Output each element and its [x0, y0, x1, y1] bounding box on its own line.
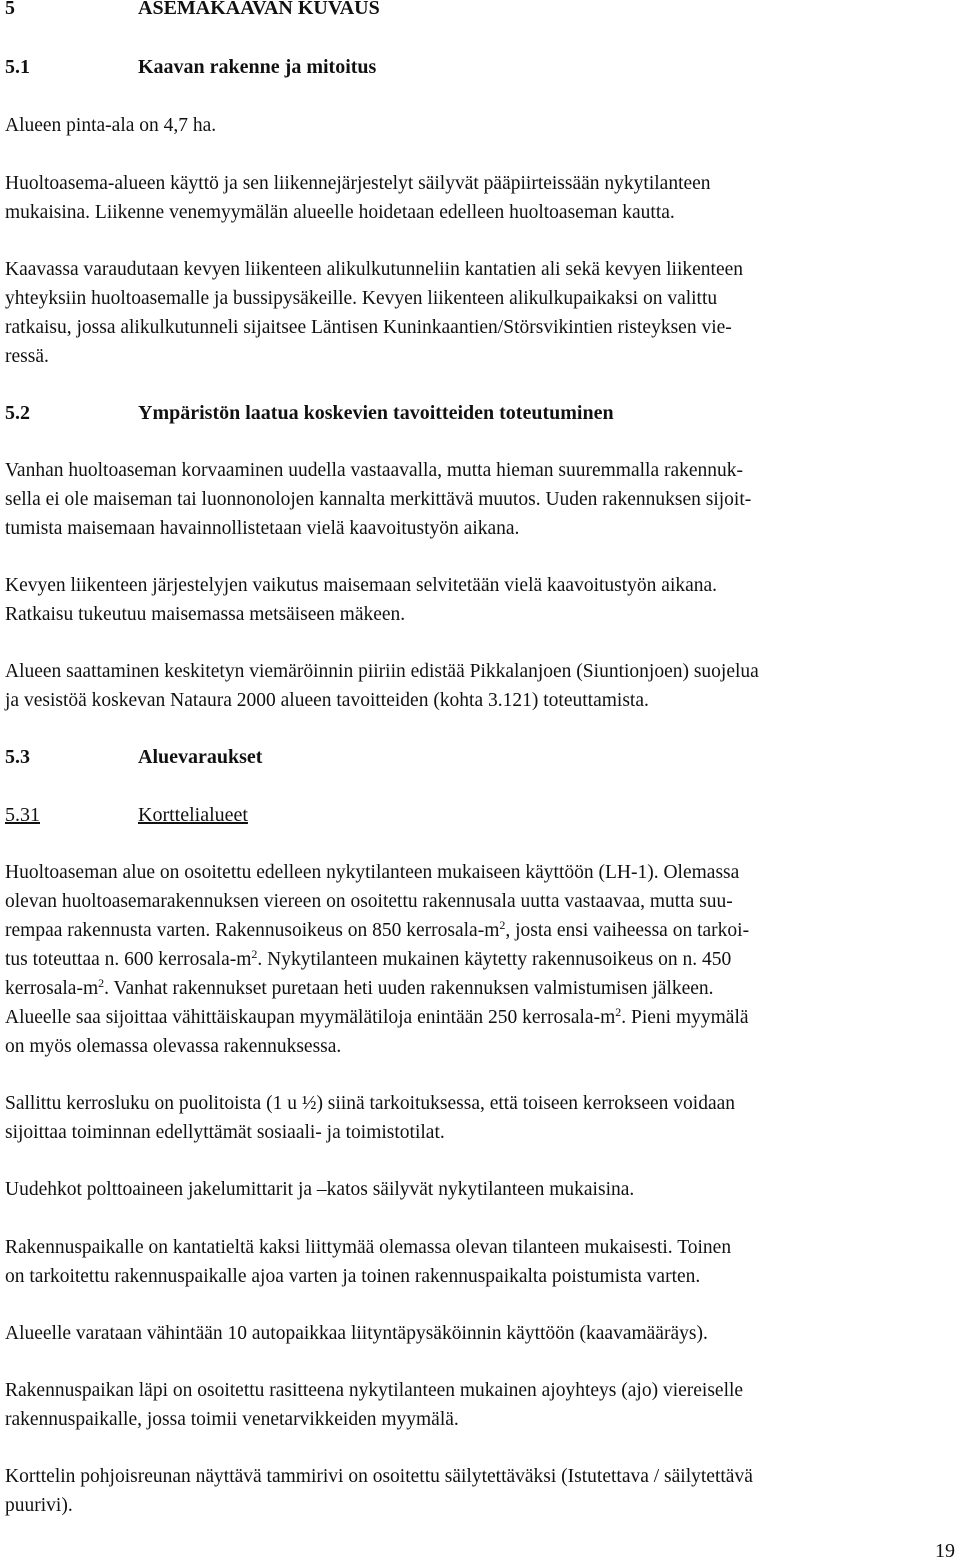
paragraph-fuel-pumps: [5, 1175, 955, 1204]
section-number: 5: [5, 0, 15, 19]
text-line: Alueelle varataan vähintään 10 autopaikkaa liityntäpysäköinnin käyttöön (kaavamääräys).: [5, 1323, 708, 1344]
superscript: 2: [615, 1005, 622, 1019]
text-line: sijoittaa toiminnan edellyttämät sosiaali- ja toimistotilat.: [5, 1122, 445, 1143]
superscript: 2: [98, 976, 105, 990]
text-line: Rakennuspaikan läpi on osoitettu rasitteena nykytilanteen mukainen ajoyhteys (ajo) viereiselle: [5, 1380, 744, 1401]
paragraph-connections: [5, 1233, 955, 1291]
superscript: 2: [499, 918, 506, 932]
text-fragment: . Pieni myymälä: [621, 1007, 749, 1028]
section-heading: [5, 0, 380, 23]
paragraph-floors: [5, 1089, 955, 1147]
text-line: Rakennuspaikalle on kantatieltä kaksi liittymää olemassa olevan tilanteen mukaisesti. Toinen: [5, 1237, 732, 1258]
text-line: Vanhan huoltoaseman korvaaminen uudella vastaavalla, mutta hieman suuremmalla rakennuk-: [5, 460, 744, 481]
text-line: tumista maisemaan havainnollistetaan vielä kaavoitustyön aikana.: [5, 518, 520, 539]
text-fragment: Alueelle saa sijoittaa vähittäiskaupan myymälätiloja enintään 250 kerrosala-m: [5, 1007, 616, 1028]
text-line: olevan huoltoasemarakennuksen viereen on osoitettu rakennusala uutta vastaavaa, mutta suu-: [5, 891, 733, 912]
paragraph-oak-row: [5, 1462, 955, 1520]
heading-5-31-title: Korttelialueet: [138, 804, 248, 826]
text-line: Sallittu kerrosluku on puolitoista (1 u ½) siinä tarkoituksessa, että toiseen kerrokseen voidaan: [5, 1093, 736, 1114]
text-line: Kevyen liikenteen järjestelyjen vaikutus maisemaan selvitetään vielä kaavoitustyön aikana.: [5, 575, 718, 596]
text-fragment: . Vanhat rakennukset puretaan heti uuden rakennuksen valmistumisen jälkeen.: [104, 978, 714, 999]
heading-5-2-title: Ympäristön laatua koskevien tavoitteiden toteutuminen: [138, 402, 614, 424]
text-line: ratkaisu, jossa alikulkutunneli sijaitsee Läntisen Kuninkaantien/Störsvikintien risteyksen vie-: [5, 317, 732, 338]
text-line: Huoltoasema-alueen käyttö ja sen liikennejärjestelyt säilyvät pääpiirteissään nykytilanteen: [5, 173, 711, 194]
text-line: yhteyksiin huoltoasemalle ja bussipysäkeille. Kevyen liikenteen alikulkupaikaksi on valittu: [5, 288, 718, 309]
text-fragment: tus toteuttaa n. 600 kerrosala-m: [5, 949, 252, 970]
text-line: Korttelin pohjoisreunan näyttävä tammirivi on osoitettu säilytettäväksi (Istutettava / säilytettävä: [5, 1466, 753, 1487]
paragraph-underpass: [5, 255, 955, 371]
text-line: Kaavassa varaudutaan kevyen liikenteen alikulkutunneliin kantatien ali sekä kevyen liikenteen: [5, 259, 744, 280]
heading-5-3: [5, 743, 262, 772]
text-line: [5, 945, 955, 974]
paragraph-traffic: [5, 571, 955, 629]
heading-5-1-title: Kaavan rakenne ja mitoitus: [138, 56, 377, 78]
page-number: 19: [935, 1540, 955, 1562]
text-line: Uudehkot polttoaineen jakelumittarit ja –katos säilyvät nykytilanteen mukaisina.: [5, 1179, 635, 1200]
text-fragment: rempaa rakennusta varten. Rakennusoikeus on 850 kerrosala-m: [5, 920, 500, 941]
text-line: Alueen saattaminen keskitetyn viemäröinnin piiriin edistää Pikkalanjoen (Siuntionjoen) suojelua: [5, 661, 759, 682]
text-line: [5, 916, 955, 945]
paragraph-area: [5, 111, 955, 140]
text-line: sella ei ole maiseman tai luonnonolojen kannalta merkittävä muutos. Uuden rakennuksen sijoit-: [5, 489, 752, 510]
heading-5-1-number: 5.1: [5, 56, 30, 78]
heading-5-3-number: 5.3: [5, 746, 30, 768]
text-line: rakennuspaikalle, jossa toimii venetarvikkeiden myymälä.: [5, 1409, 459, 1430]
text-line: on myös olemassa olevassa rakennuksessa.: [5, 1036, 342, 1057]
heading-5-31-number: 5.31: [5, 804, 40, 826]
text-fragment: , josta ensi vaiheessa on tarkoi-: [505, 920, 750, 941]
section-title: ASEMAKAAVAN KUVAUS: [138, 0, 380, 19]
heading-5-3-title: Aluevaraukset: [138, 746, 263, 768]
superscript: 2: [251, 947, 258, 961]
heading-5-1: [5, 53, 376, 82]
paragraph-building-rights: [5, 858, 955, 1061]
paragraph-replacement: [5, 456, 955, 543]
text-line: ressä.: [5, 346, 49, 367]
text-line: Alueen pinta-ala on 4,7 ha.: [5, 115, 217, 136]
text-fragment: kerrosala-m: [5, 978, 99, 999]
text-line: [5, 1003, 955, 1032]
text-line: puurivi).: [5, 1495, 73, 1516]
text-line: on tarkoitettu rakennuspaikalle ajoa varten ja toinen rakennuspaikalta poistumista varten.: [5, 1266, 701, 1287]
text-fragment: . Nykytilanteen mukainen käytetty rakennusoikeus on n. 450: [257, 949, 732, 970]
paragraph-parking: [5, 1319, 955, 1348]
heading-5-31: [5, 801, 248, 830]
text-line: mukaisina. Liikenne venemyymälän alueelle hoidetaan edelleen huoltoaseman kautta.: [5, 202, 675, 223]
text-line: [5, 974, 955, 1003]
heading-5-2-number: 5.2: [5, 402, 30, 424]
paragraph-sewerage: [5, 657, 955, 715]
text-line: ja vesistöä koskevan Nataura 2000 alueen tavoitteiden (kohta 3.121) toteuttamista.: [5, 690, 649, 711]
text-line: Huoltoaseman alue on osoitettu edelleen nykytilanteen mukaiseen käyttöön (LH-1). Olemassa: [5, 862, 740, 883]
paragraph-access: [5, 1376, 955, 1434]
text-line: Ratkaisu tukeutuu maisemassa metsäiseen mäkeen.: [5, 604, 406, 625]
paragraph-service-station: [5, 169, 955, 227]
heading-5-2: [5, 399, 614, 428]
